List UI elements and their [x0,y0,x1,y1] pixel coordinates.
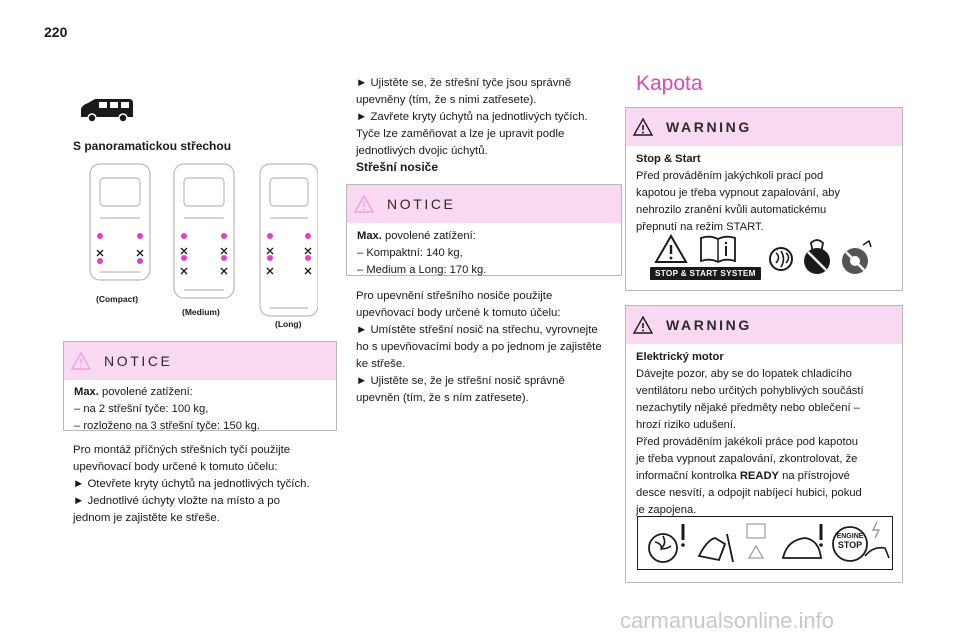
text-line: Dávejte pozor, aby se do lopatek chladicího [636,368,852,380]
notice-triangle-icon [353,194,375,214]
text-line: ho s upevňovacími body a po jednom je zajistěte [356,341,602,353]
engine-stop-line: ENGINE [836,533,864,540]
medium-label: (Medium) [182,307,220,317]
notice-line: – na 2 střešní tyče: 100 kg, [74,403,209,415]
compact-label: (Compact) [96,294,139,304]
text-line: Tyče lze zaměňovat a lze je upravit podle [356,128,565,140]
manual-book-icon [698,234,738,264]
notice-box-roof-rack [346,184,622,276]
notice-box-roof-bars [63,341,337,431]
text-line: ► Otevřete kryty úchytů na jednotlivých tyčích. [73,478,310,490]
warning-triangle-icon [632,117,654,137]
no-hands-fan-icons [767,235,877,279]
warning-lead: Elektrický motor [636,351,724,363]
engine-stop-line: STOP [837,540,863,550]
text-line: kapotou je třeba vypnout zapalování, aby [636,187,841,199]
panoramic-roof-caption: S panoramatickou střechou [73,139,232,153]
text-line: ► Ujistěte se, že střešní tyče jsou správně [356,77,572,89]
ready-indicator-text: READY [739,470,780,482]
section-heading-kapota: Kapota [636,72,703,95]
text-line: Pro montáž příčných střešních tyčí použijte [73,444,291,456]
text-line: jednom je zajistěte ke střeše. [73,512,220,524]
text-line: ► Jednotlivé úchyty vložte na místo a po [73,495,280,507]
notice-line: – Medium a Long: 170 kg. [357,264,487,276]
text-line: ► Ujistěte se, že je střešní nosič správně [356,375,565,387]
notice-lead: Max. [74,386,99,398]
warning-box-stop-start [625,107,903,291]
notice-line: – Kompaktní: 140 kg, [357,247,463,259]
text-line: ventilátoru nebo určitých pohyblivých součástí [636,385,864,397]
notice-line: – rozloženo na 3 střešní tyče: 150 kg. [74,420,260,432]
text-line: upevněn (tím, že s ním zatřesete). [356,392,529,404]
text-line: nehrozilo zranění kvůli automatickému [636,204,827,216]
stop-start-icons [650,234,877,280]
text-line: jednotlivých dvojic úchytů. [356,145,488,157]
text-line: desce nesvítí, a odpojit nabíjecí hubici, pokud [636,487,862,499]
warning-box-electric-motor [625,305,903,583]
roof-rack-heading: Střešní nosiče [356,160,439,174]
text-line: hrozí riziko udušení. [636,419,737,431]
warning-triangle-icon [632,315,654,335]
warning-title: WARNING [666,317,752,333]
notice-title: NOTICE [104,353,173,369]
text-line: Před prováděním jakékoli práce pod kapotou [636,436,859,448]
text-line: upevňovací body určené k tomuto účelu: [73,461,278,473]
text-line: Před prováděním jakýchkoli prací pod [636,170,824,182]
text-line: je zapojena. [636,504,697,516]
notice-lead-rest: povolené zatížení: [98,386,193,398]
warning-sign-icon [654,234,688,264]
engine-stop-label [835,532,865,550]
footer-watermark: carmanualsonline.info [620,608,835,633]
warning-lead: Stop & Start [636,153,701,165]
roof-bar-instructions [73,442,343,527]
text-line: je třeba vypnout zapalování, zkontrolovat, že [636,453,858,465]
text-line: ► Umístěte střešní nosič na střechu, vyrovnejte [356,324,598,336]
text-line: přepnutí na režim START. [636,221,764,233]
text-line: upevňovací body určené k tomuto účelu: [356,307,561,319]
page-number: 220 [44,24,68,40]
roof-rack-instructions [356,288,626,407]
text-line: upevněny (tím, že s nimi zatřesete). [356,94,537,106]
notice-triangle-icon [70,351,92,371]
warning-title: WARNING [666,119,752,135]
roof-bar-check-text [356,75,624,160]
text-line: Pro upevnění střešního nosiče použijte [356,290,553,302]
text-line: nezachytily nějaké předměty nebo oblečení – [636,402,860,414]
notice-title: NOTICE [387,196,456,212]
van-icon [79,97,135,123]
notice-lead-rest: povolené zatížení: [381,230,476,242]
long-label: (Long) [275,319,302,329]
text-line: ► Zavřete kryty úchytů na jednotlivých tyčích. [356,111,588,123]
text-line: na přístrojové [779,470,850,482]
notice-lead: Max. [357,230,382,242]
text-line: ke střeše. [356,358,406,370]
text-line: informační kontrolka [636,470,740,482]
stop-start-system-badge: STOP & START SYSTEM [650,267,761,280]
